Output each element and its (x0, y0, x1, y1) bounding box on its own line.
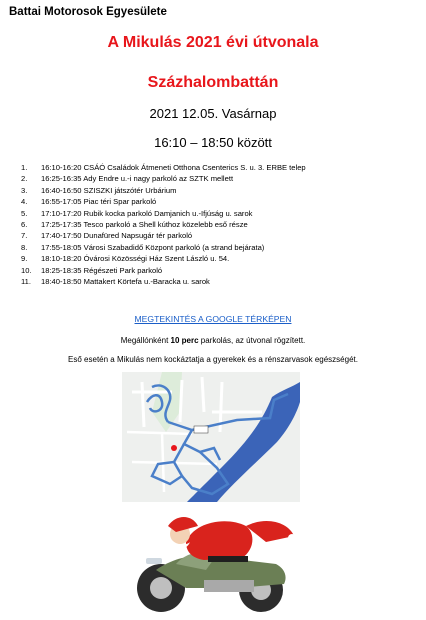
santa-illustration (116, 512, 301, 616)
list-item (8, 276, 306, 287)
page-title: A Mikulás 2021 évi útvonala (107, 34, 319, 51)
page-subtitle: Százhalombattán (147, 74, 279, 91)
list-item (8, 253, 306, 264)
list-item (8, 208, 306, 219)
stop-number: 1. (21, 163, 28, 172)
event-date: 2021 12.05. Vasárnap (149, 106, 277, 121)
stop-number: 5. (21, 208, 28, 218)
parking-note-prefix: Megállónként (120, 336, 171, 345)
santa-body (186, 521, 252, 560)
stop-text: 16:40-16:50 SZISZKI játszótér Urbárium (41, 185, 177, 195)
stop-number: 11. (21, 277, 31, 287)
stop-text: 17:40-17:50 Dunafüred Napsugár tér parkoló (41, 231, 193, 241)
stop-number: 4. (21, 197, 28, 207)
stop-text: 18:40-18:50 Mattakert Körtefa u.-Baracka u. sarok (41, 277, 210, 287)
stop-number: 10. (21, 265, 32, 275)
stop-number: 8. (21, 242, 28, 252)
list-item (8, 196, 306, 207)
map-pin-icon (171, 445, 177, 451)
stop-number: 9. (21, 254, 28, 264)
stop-text: 18:10-18:20 Óvárosi Közösségi Ház Szent László u. 54. (41, 254, 230, 264)
rain-note: Eső esetén a Mikulás nem kockáztatja a gyerekek és a rénszarvasok egészségét. (68, 355, 358, 364)
stop-text: 18:25-18:35 Régészeti Park parkoló (41, 265, 163, 275)
list-item (8, 185, 306, 196)
stop-number: 3. (21, 185, 28, 195)
list-item (8, 265, 306, 276)
parking-note-suffix: parkolás, az útvonal rögzített. (198, 336, 306, 345)
stop-number: 2. (21, 174, 28, 184)
stop-text: 16:55-17:05 Piac téri Spar parkoló (41, 197, 157, 207)
list-item (8, 230, 306, 241)
list-item (8, 173, 306, 184)
google-map-link[interactable]: MEGTEKINTÉS A GOOGLE TÉRKÉPEN (134, 314, 292, 324)
list-item (8, 219, 306, 230)
route-map[interactable] (122, 372, 300, 502)
stop-number: 6. (21, 220, 28, 230)
parking-note-duration: 10 perc (170, 336, 199, 345)
list-item (8, 242, 306, 253)
route-map-graphic (122, 372, 300, 502)
stop-text: 16:25-16:35 Ady Endre u.-i nagy parkoló az SZTK mellett (41, 174, 234, 184)
stop-text: 17:25-17:35 Tesco parkoló a Shell kúthoz közelebb eső része (41, 220, 248, 230)
event-time: 16:10 – 18:50 között (154, 135, 272, 150)
parking-note (0, 336, 426, 345)
stop-list (8, 162, 306, 287)
stop-text: 16:10-16:20 CSÁÓ Családok Átmeneti Otthona Csenterics S. u. 3. ERBE telep (41, 163, 306, 172)
santa-on-motorcycle-graphic (116, 512, 301, 616)
stop-text: 17:10-17:20 Rubik kocka parkoló Damjanich u.-Ifjúság u. sarok (41, 208, 253, 218)
stop-text: 17:55-18:05 Városi Szabadidő Központ parkoló (a strand bejárata) (41, 242, 265, 252)
organization-name: Battai Motorosok Egyesülete (9, 6, 167, 18)
stop-number: 7. (21, 231, 28, 241)
list-item (8, 162, 306, 173)
